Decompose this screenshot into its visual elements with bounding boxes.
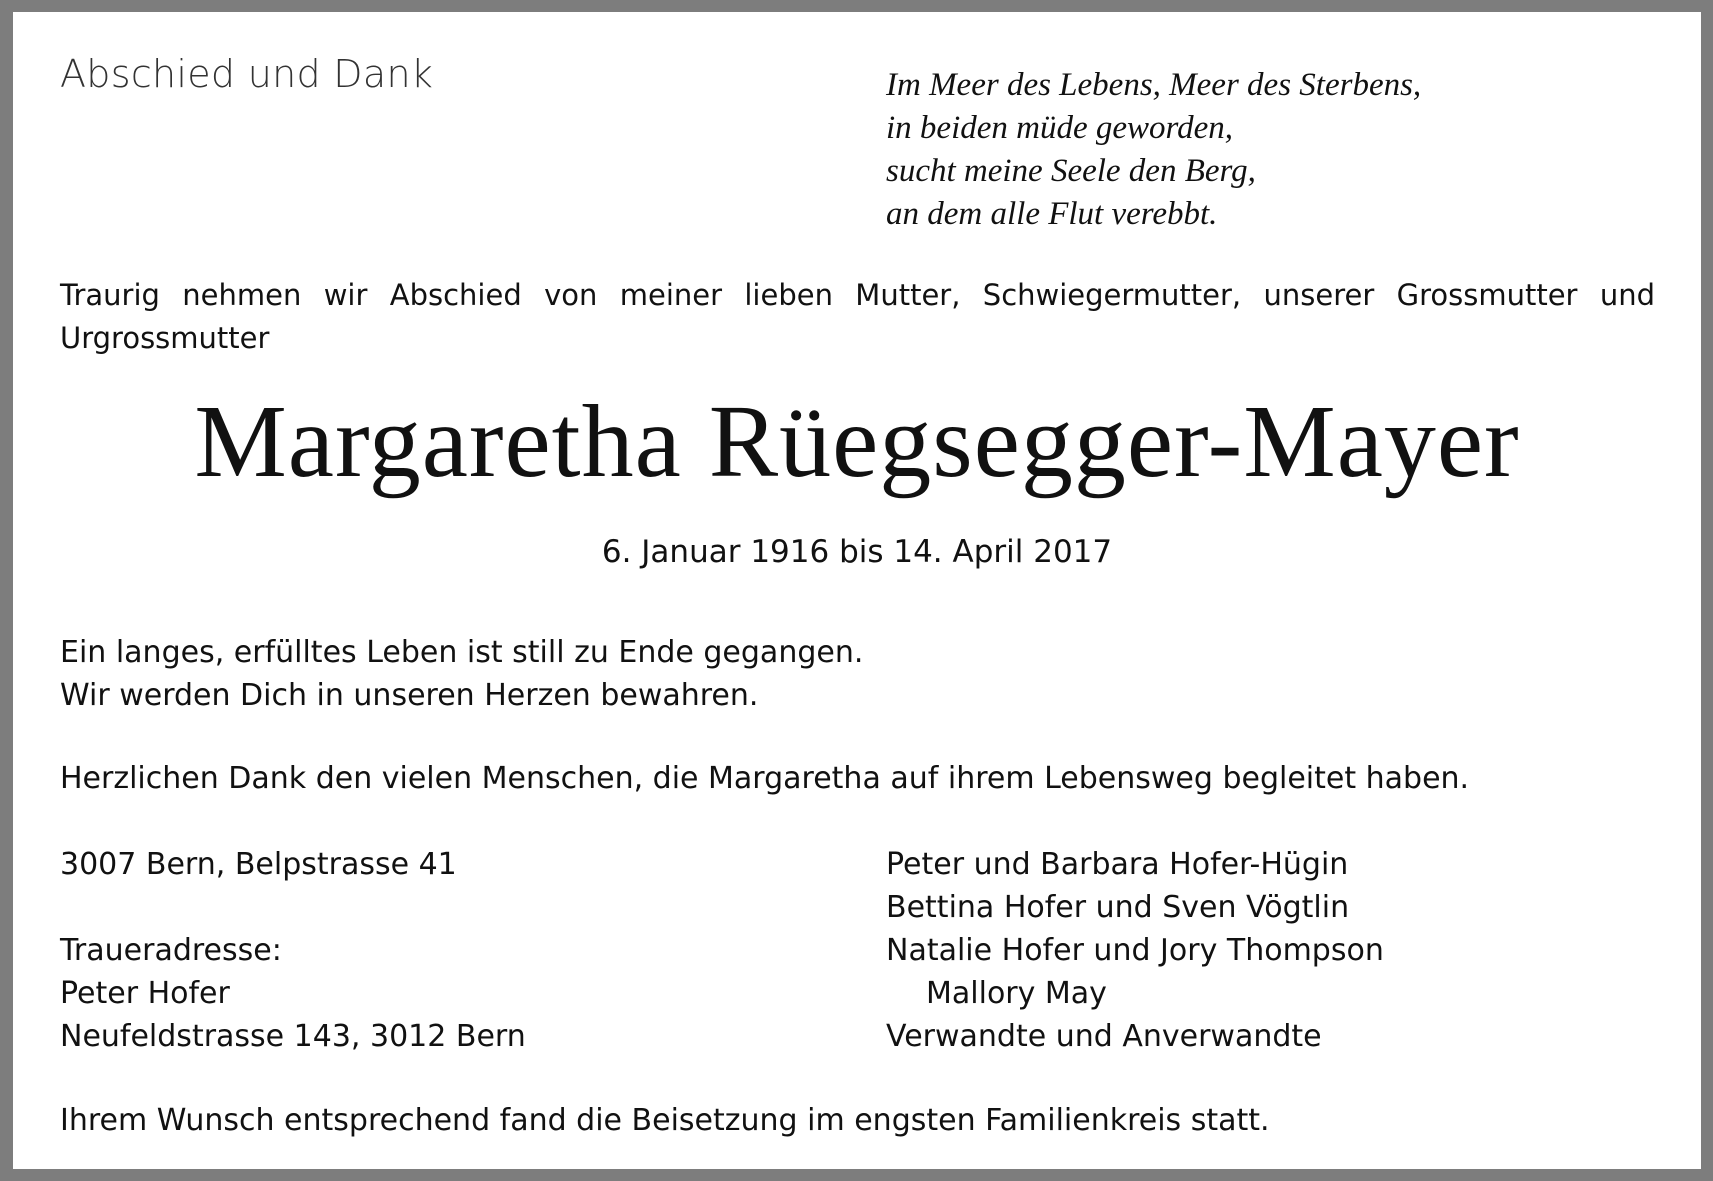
- deceased-name: Margaretha Rüegsegger-Mayer: [194, 384, 1520, 499]
- message-line: Ein langes, erfülltes Leben ist still zu Ende gegangen.: [60, 635, 864, 670]
- poem-line: in beiden müde geworden,: [886, 110, 1234, 146]
- family-line: Verwandte und Anverwandte: [886, 1019, 1322, 1054]
- message-line: Wir werden Dich in unseren Herzen bewahren.: [60, 678, 759, 713]
- mourning-address-street: Neufeldstrasse 143, 3012 Bern: [60, 1019, 526, 1054]
- poem: [886, 64, 1421, 236]
- poem-line: sucht meine Seele den Berg,: [886, 153, 1256, 189]
- home-address: 3007 Bern, Belpstrasse 41: [60, 847, 457, 882]
- family-line: Natalie Hofer und Jory Thompson: [886, 933, 1384, 968]
- poem-line: Im Meer des Lebens, Meer des Sterbens,: [886, 67, 1422, 103]
- spacer: [60, 886, 526, 929]
- family-line: Mallory May: [926, 976, 1107, 1011]
- family-block: [886, 843, 1384, 1058]
- obituary-notice: [13, 12, 1701, 1169]
- closing-text: Ihrem Wunsch entsprechend fand die Beisetzung im engsten Familienkreis statt.: [60, 1103, 1270, 1138]
- message-block: [60, 631, 863, 717]
- mourning-address-label: Traueradresse:: [60, 933, 282, 968]
- poem-line: an dem alle Flut verebbt.: [886, 196, 1218, 232]
- intro-text: Traurig nehmen wir Abschied von meiner lieben Mutter, Schwiegermutter, unserer Grossmutter und Urgrossmutter: [60, 278, 1655, 355]
- family-line: Bettina Hofer und Sven Vögtlin: [886, 890, 1350, 925]
- notice-heading: Abschied und Dank: [60, 52, 434, 96]
- address-block: [60, 843, 526, 1058]
- thanks-text: Herzlichen Dank den vielen Menschen, die Margaretha auf ihrem Lebensweg begleitet haben.: [60, 761, 1470, 796]
- family-line: Peter und Barbara Hofer-Hügin: [886, 847, 1349, 882]
- mourning-address-name: Peter Hofer: [60, 976, 230, 1011]
- life-dates: 6. Januar 1916 bis 14. April 2017: [601, 534, 1113, 570]
